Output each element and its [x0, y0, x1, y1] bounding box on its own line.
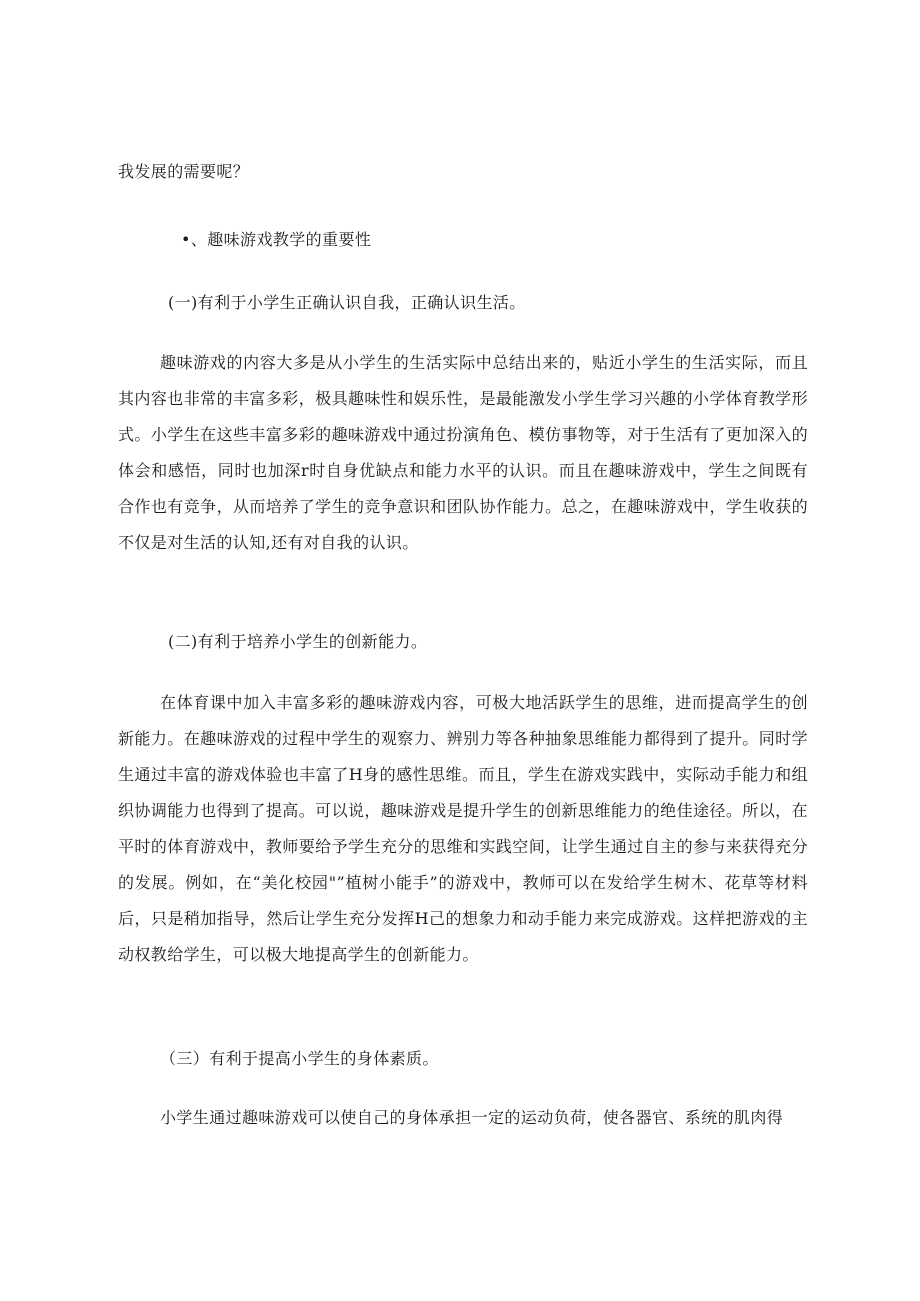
subsection-3-heading: （三）有利于提高小学生的身体素质。 [160, 1049, 439, 1068]
subsection-3-paragraph: 小学生通过趣味游戏可以使自己的身体承担一定的运动负荷，使各器官、系统的肌肉得 [160, 1108, 784, 1127]
subsection-1-paragraph: 趣味游戏的内容大多是从小学生的生活实际中总结出来的，贴近小学生的生活实际，而且其内容也非常的丰富多彩，极具趣味性和娱乐性，是最能激发小学生学习兴趣的小学体育教学形式。小学生在这些丰富多彩的趣味游戏中通过扮演角色、模仿事物等，对于生活有了更加深入的体会和感悟，同时也加深r时自身优缺点和能力水平的认识。而且在趣味游戏中，学生之间既有合作也有竞争，从而培养了学生的竞争意识和团队协作能力。总之，在趣味游戏中，学生收获的不仅是对生活的认知,还有对自我的认识。 [118, 353, 808, 552]
section-heading: •、趣味游戏教学的重要性 [181, 230, 372, 249]
subsection-1-heading: (一)有利于小学生正确认识自我，正确认识生活。 [168, 293, 526, 312]
subsection-2-paragraph: 在体育课中加入丰富多彩的趣味游戏内容，可极大地活跃学生的思维，进而提高学生的创新能力。在趣味游戏的过程中学生的观察力、辨别力等各种抽象思维能力都得到了提升。同时学生通过丰富的游戏体验也丰富了H身的感性思维。而且，学生在游戏实践中，实际动手能力和组织协调能力也得到了提高。可以说，趣味游戏是提升学生的创新思维能力的绝佳途径。所以，在平时的体育游戏中，教师要给予学生充分的思维和实践空间，让学生通过自主的参与来获得充分的发展。例如，在“美化校园"”植树小能手”的游戏中，教师可以在发给学生树木、花草等材料后，只是稍加指导，然后让学生充分发挥H己的想象力和动手能力来完成游戏。这样把游戏的主动权教给学生，可以极大地提高学生的创新能力。 [118, 693, 808, 964]
continuation-text: 我发展的需要呢？ [118, 162, 250, 181]
subsection-2-heading: (二)有利于培养小学生的创新能力。 [168, 632, 428, 651]
